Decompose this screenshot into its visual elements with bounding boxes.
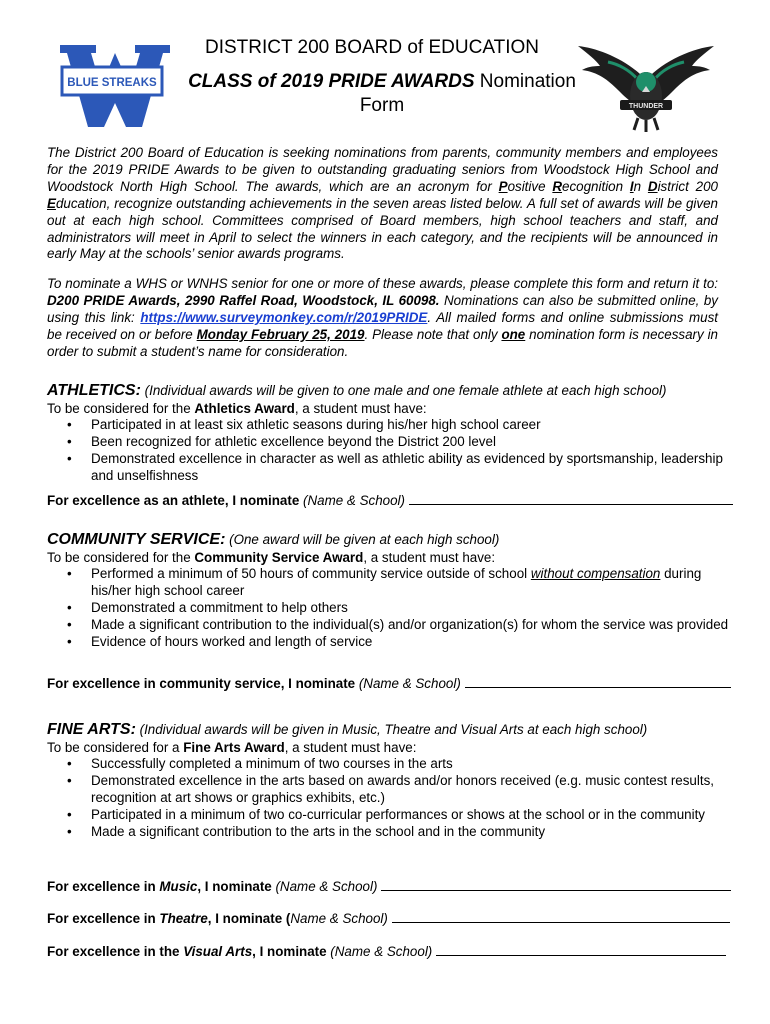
fine-arts-heading: FINE ARTS: (Individual awards will be given in Music, Theatre and Visual Arts at each high school)	[47, 721, 648, 738]
list-item: • Demonstrated excellence in the arts based on awards and/or honors received (e.g. music contest results, recognition at art shows or graphics exhibits, etc.)	[91, 773, 731, 807]
list-item: • Made a significant contribution to the individual(s) and/or organization(s) for whom the service was provided	[91, 617, 731, 634]
list-item: • Demonstrated excellence in character as well as athletic ability as evidenced by sportsmanship, leadership and unselfishness	[91, 451, 731, 485]
community-service-heading: COMMUNITY SERVICE: (One award will be given at each high school)	[47, 531, 500, 548]
nomination-line[interactable]	[381, 878, 731, 891]
nomination-line[interactable]	[436, 943, 726, 956]
list-item: • Participated in a minimum of two co-curricular performances or shows at the school or in the community	[91, 807, 731, 824]
deadline-date: Monday February 25, 2019	[196, 326, 365, 342]
nomination-line[interactable]	[392, 910, 730, 923]
intro-paragraph: The District 200 Board of Education is seeking nominations from parents, community members and employees for the 2019 PRIDE Awards to be given to outstanding graduating seniors from Woodstock High School and Woodstock North High School. The awards, which are an acronym for Positive Recognition In District 200 Education, recognize outstanding achievements in the seven areas listed below. A full set of awards will be given out at each high school. Committees comprised of Board members, high school teachers and staff, and administrators will meet in April to select the winners in each category, and the recipients will be announced in early May at the schools’ senior awards programs.	[47, 145, 718, 262]
theatre-nomination-field[interactable]: For excellence in Theatre, I nominate (Name & School)	[47, 910, 747, 927]
fine-arts-criteria-list	[47, 756, 731, 841]
list-item: • Evidence of hours worked and length of service	[91, 634, 731, 651]
music-nomination-field[interactable]: For excellence in Music, I nominate (Name & School)	[47, 878, 747, 895]
list-item: • Performed a minimum of 50 hours of community service outside of school without compensation during his/her high school career	[91, 566, 731, 600]
form-subtitle: CLASS of 2019 PRIDE AWARDS Nomination Form	[188, 71, 576, 116]
list-item: • Been recognized for athletic excellence beyond the District 200 level	[91, 434, 731, 451]
list-item: • Made a significant contribution to the arts in the school and in the community	[91, 824, 731, 841]
community-criteria-lead: To be considered for the Community Service Award, a student must have:	[47, 550, 496, 565]
nomination-line[interactable]	[465, 675, 731, 688]
logo-text: BLUE STREAKS	[67, 77, 157, 89]
mailing-address: D200 PRIDE Awards, 2990 Raffel Road, Woodstock, IL 60098.	[47, 292, 440, 308]
fine-arts-criteria-lead: To be considered for a Fine Arts Award, a student must have:	[47, 740, 417, 755]
survey-link[interactable]: https://www.surveymonkey.com/r/2019PRIDE	[140, 309, 428, 325]
athletics-heading: ATHLETICS: (Individual awards will be given to one male and one female athlete at each high school)	[47, 382, 667, 399]
logo-text: THUNDER	[628, 103, 664, 110]
community-criteria-list	[47, 566, 731, 651]
athlete-nomination-field[interactable]: For excellence as an athlete, I nominate (Name & School)	[47, 492, 747, 509]
athletics-criteria-list	[47, 417, 731, 485]
list-item: • Demonstrated a commitment to help others	[91, 600, 731, 617]
instructions-paragraph: To nominate a WHS or WNHS senior for one or more of these awards, please complete this form and return it to: D200 PRIDE Awards, 2990 Raffel Road, Woodstock, IL 60098. Nominations can also be submitted online, by using this link: https://www.surveymonkey.com/r/2019PRIDE. All mailed forms and online submissions must be received on or before Monday February 25, 2019. Please note that only one nomination form is necessary in order to submit a student’s name for consideration.	[47, 276, 719, 359]
athletics-criteria-lead: To be considered for the Athletics Award, a student must have:	[47, 401, 427, 416]
page-title: DISTRICT 200 BOARD of EDUCATION	[205, 37, 539, 58]
thunder-eagle-logo	[578, 40, 714, 132]
nomination-line[interactable]	[409, 492, 733, 505]
blue-streaks-logo	[60, 43, 170, 127]
list-item: • Successfully completed a minimum of two courses in the arts	[91, 756, 731, 773]
community-nomination-field[interactable]: For excellence in community service, I nominate (Name & School)	[47, 675, 747, 692]
visual-arts-nomination-field[interactable]: For excellence in the Visual Arts, I nominate (Name & School)	[47, 943, 747, 960]
list-item: • Participated in at least six athletic seasons during his/her high school career	[91, 417, 731, 434]
